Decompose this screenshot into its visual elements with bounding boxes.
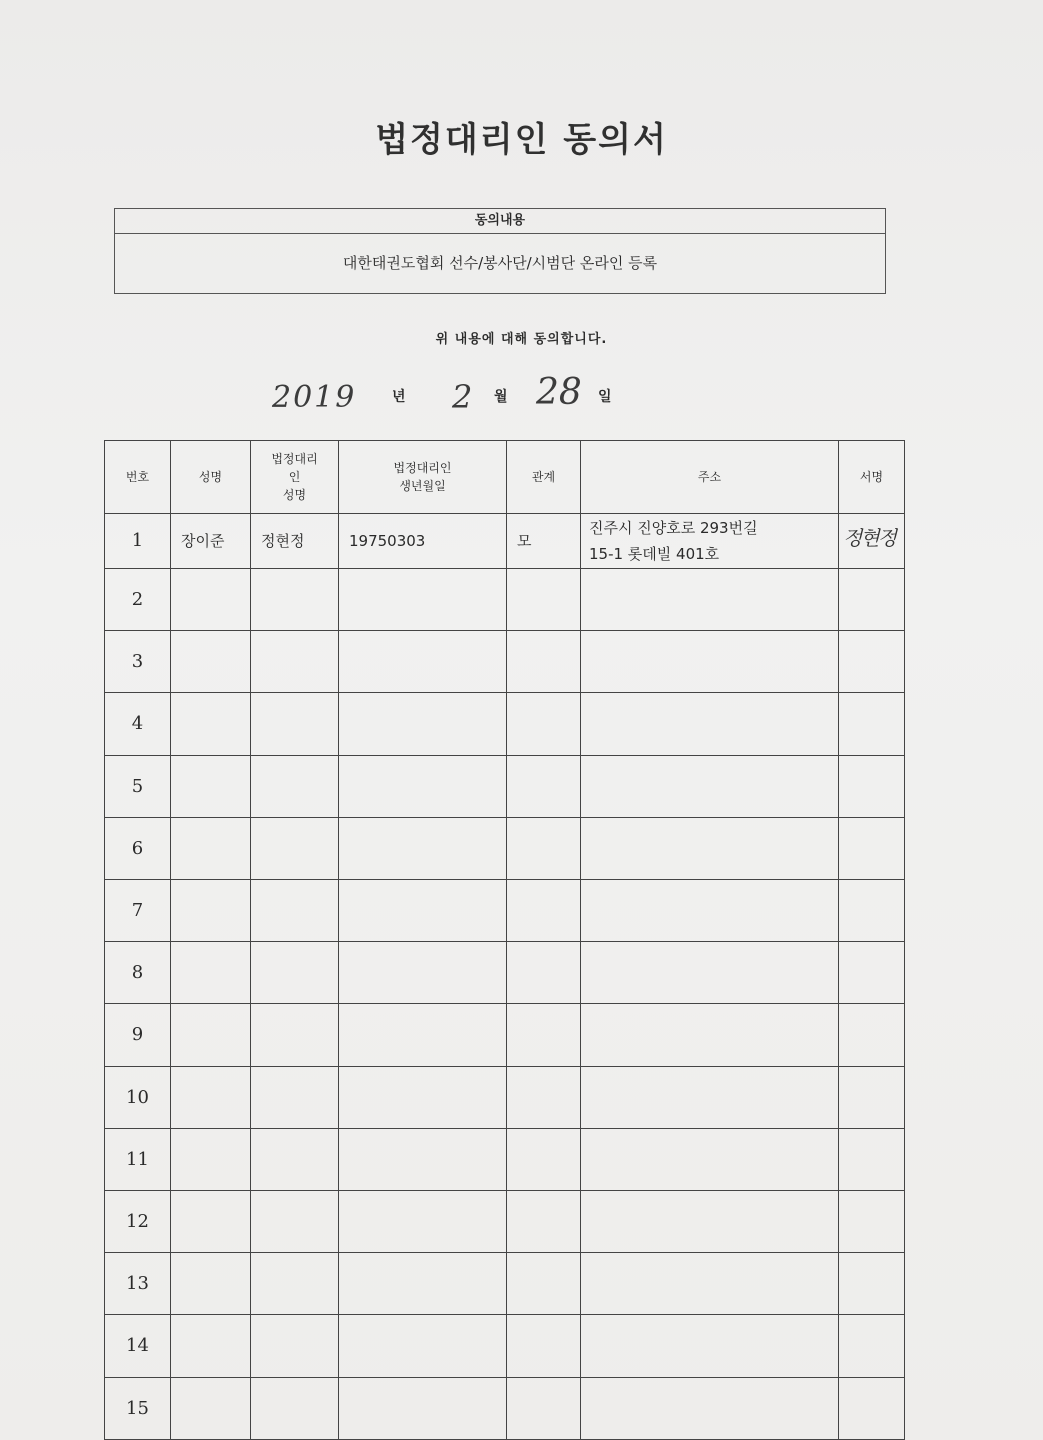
empty-cell: [581, 1128, 839, 1190]
empty-cell: [251, 1190, 339, 1252]
header-name: 성명: [171, 441, 251, 514]
row-number: 1: [105, 514, 171, 569]
consent-heading: 동의내용: [115, 209, 885, 234]
empty-cell: [339, 755, 507, 817]
date-month-unit: 월: [494, 389, 508, 405]
empty-cell: [839, 693, 905, 755]
empty-cell: [339, 1315, 507, 1377]
empty-cell: [507, 1377, 581, 1439]
table-row: [105, 568, 905, 630]
table-row: [105, 1190, 905, 1252]
row-number: 15: [105, 1377, 171, 1439]
header-rep-birth-line2: 생년월일: [399, 479, 446, 493]
empty-cell: [339, 942, 507, 1004]
table-row: [105, 514, 905, 569]
empty-cell: [251, 755, 339, 817]
table-row: [105, 1253, 905, 1315]
empty-cell: [171, 1004, 251, 1066]
empty-cell: [507, 879, 581, 941]
row-number: 8: [105, 942, 171, 1004]
empty-cell: [339, 1004, 507, 1066]
table-row: [105, 1377, 905, 1439]
empty-cell: [581, 1066, 839, 1128]
empty-cell: [507, 1253, 581, 1315]
empty-cell: [839, 1190, 905, 1252]
table-row: [105, 631, 905, 693]
empty-cell: [507, 631, 581, 693]
header-rep-name: [251, 441, 339, 514]
date-day-unit: 일: [598, 389, 612, 405]
empty-cell: [171, 817, 251, 879]
empty-cell: [339, 1377, 507, 1439]
table-row: [105, 693, 905, 755]
row-number: 10: [105, 1066, 171, 1128]
empty-cell: [251, 1128, 339, 1190]
row-number: 7: [105, 879, 171, 941]
row-number: 2: [105, 568, 171, 630]
empty-cell: [507, 817, 581, 879]
empty-cell: [839, 1066, 905, 1128]
consent-content: 대한태권도협회 선수/봉사단/시범단 온라인 등록: [342, 254, 658, 272]
rep-birthdate: 19750303: [339, 514, 507, 569]
empty-cell: [339, 693, 507, 755]
empty-cell: [171, 1066, 251, 1128]
empty-cell: [581, 1315, 839, 1377]
row-number: 5: [105, 755, 171, 817]
empty-cell: [581, 755, 839, 817]
table-row: [105, 1128, 905, 1190]
empty-cell: [251, 942, 339, 1004]
date-line: [0, 372, 1043, 422]
date-year: 2019: [272, 380, 357, 415]
empty-cell: [839, 879, 905, 941]
header-rep-name-line3: 성명: [282, 488, 307, 502]
row-number: 13: [105, 1253, 171, 1315]
empty-cell: [251, 631, 339, 693]
empty-cell: [251, 568, 339, 630]
table-row: [105, 942, 905, 1004]
empty-cell: [251, 1315, 339, 1377]
empty-cell: [839, 631, 905, 693]
table-row: [105, 1066, 905, 1128]
empty-cell: [171, 1253, 251, 1315]
empty-cell: [339, 1253, 507, 1315]
empty-cell: [507, 942, 581, 1004]
header-address: 주소: [581, 441, 839, 514]
row-number: 6: [105, 817, 171, 879]
address-line1: 진주시 진양호로 293번길: [589, 518, 758, 537]
empty-cell: [507, 1004, 581, 1066]
table-row: [105, 817, 905, 879]
signature-cell: [839, 514, 905, 569]
table-row: [105, 1315, 905, 1377]
handwritten-signature: 정현정: [843, 526, 895, 550]
table-row: [105, 755, 905, 817]
relation: 모: [507, 514, 581, 569]
empty-cell: [507, 568, 581, 630]
empty-cell: [839, 1128, 905, 1190]
empty-cell: [251, 879, 339, 941]
row-number: 4: [105, 693, 171, 755]
header-rep-birth: [339, 441, 507, 514]
empty-cell: [171, 1315, 251, 1377]
empty-cell: [171, 879, 251, 941]
empty-cell: [171, 693, 251, 755]
table-row: [105, 1004, 905, 1066]
empty-cell: [171, 942, 251, 1004]
empty-cell: [839, 568, 905, 630]
empty-cell: [839, 1377, 905, 1439]
empty-cell: [839, 942, 905, 1004]
empty-cell: [251, 1377, 339, 1439]
address-line2: 15-1 롯데빌 401호: [589, 544, 720, 563]
address: [581, 514, 839, 569]
header-no: 번호: [105, 441, 171, 514]
empty-cell: [339, 1190, 507, 1252]
header-rep-birth-line1: 법정대리인: [393, 461, 452, 475]
empty-cell: [339, 1128, 507, 1190]
empty-cell: [171, 631, 251, 693]
empty-cell: [581, 1004, 839, 1066]
empty-cell: [251, 1066, 339, 1128]
empty-cell: [507, 693, 581, 755]
empty-cell: [339, 817, 507, 879]
header-rep-name-line2: 인: [288, 470, 301, 484]
empty-cell: [339, 568, 507, 630]
header-relation: 관계: [507, 441, 581, 514]
empty-cell: [507, 1066, 581, 1128]
row-number: 12: [105, 1190, 171, 1252]
empty-cell: [171, 568, 251, 630]
empty-cell: [251, 693, 339, 755]
header-rep-name-line1: 법정대리: [271, 452, 318, 466]
empty-cell: [839, 817, 905, 879]
empty-cell: [507, 1315, 581, 1377]
empty-cell: [339, 631, 507, 693]
empty-cell: [171, 755, 251, 817]
empty-cell: [171, 1377, 251, 1439]
member-name: 장이준: [171, 514, 251, 569]
empty-cell: [839, 1315, 905, 1377]
date-day: 28: [536, 372, 582, 413]
empty-cell: [251, 817, 339, 879]
empty-cell: [839, 1004, 905, 1066]
empty-cell: [171, 1128, 251, 1190]
row-number: 3: [105, 631, 171, 693]
empty-cell: [581, 879, 839, 941]
empty-cell: [839, 755, 905, 817]
empty-cell: [251, 1253, 339, 1315]
empty-cell: [581, 1190, 839, 1252]
agreement-statement: 위 내용에 대해 동의합니다.: [435, 332, 608, 347]
empty-cell: [581, 693, 839, 755]
empty-cell: [581, 568, 839, 630]
header-signature: 서명: [839, 441, 905, 514]
row-number: 11: [105, 1128, 171, 1190]
row-number: 9: [105, 1004, 171, 1066]
date-year-unit: 년: [392, 389, 406, 405]
empty-cell: [581, 631, 839, 693]
empty-cell: [581, 1253, 839, 1315]
empty-cell: [581, 817, 839, 879]
rep-name: 정현정: [251, 514, 339, 569]
empty-cell: [339, 1066, 507, 1128]
empty-cell: [839, 1253, 905, 1315]
table-row: [105, 879, 905, 941]
empty-cell: [581, 942, 839, 1004]
empty-cell: [339, 879, 507, 941]
consent-box: [114, 208, 886, 294]
date-month: 2: [452, 378, 473, 416]
empty-cell: [507, 1128, 581, 1190]
empty-cell: [507, 755, 581, 817]
empty-cell: [171, 1190, 251, 1252]
empty-cell: [251, 1004, 339, 1066]
empty-cell: [507, 1190, 581, 1252]
table-header-row: [105, 441, 905, 514]
row-number: 14: [105, 1315, 171, 1377]
empty-cell: [581, 1377, 839, 1439]
document-title: 법정대리인 동의서: [375, 120, 668, 160]
roster-table: [104, 440, 905, 1440]
